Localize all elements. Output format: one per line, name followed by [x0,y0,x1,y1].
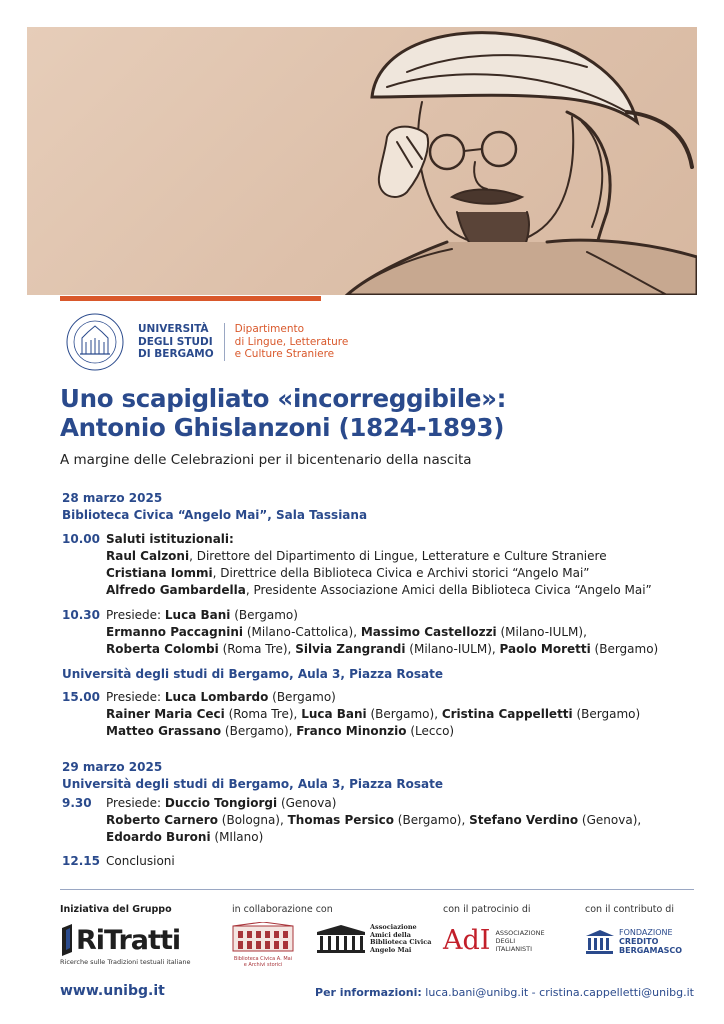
library-building-icon [232,922,294,952]
speaker-role: , Direttore del Dipartimento di Lingue, Letterature e Culture Straniere [189,549,607,563]
university-seal-icon [60,312,130,372]
adi-text [495,929,544,953]
biblioteca-logo [232,922,294,968]
university-name [138,323,225,361]
speaker-name: Silvia Zangrandi [295,642,406,656]
speaker-affiliation: (Lecco) [406,724,455,738]
portrait-sketch [27,27,697,295]
book-icon [60,922,76,956]
speaker-affiliation: (Roma Tre), [218,642,296,656]
ritratti-wordmark: RiTratti [76,925,181,956]
speaker-affiliation: (Bologna), [217,813,288,827]
patronage-label: con il patrocinio di [443,904,531,915]
speaker-name: Franco Minonzio [296,724,407,738]
chair-name: Luca Bani [164,608,231,622]
amici-logo [315,924,431,954]
ritratti-logo [60,922,190,966]
department-name-line: Dipartimento [234,323,305,336]
speaker-name: Stefano Verdino [469,813,579,827]
university-logo [60,312,348,372]
session-time: 10.00 [62,532,100,546]
speaker-affiliation: (Bergamo) [572,707,641,721]
contribution-label: con il contributo di [585,904,674,915]
event-title-line: Uno scapigliato «incorreggibile»: [60,384,507,413]
ritratti-subtitle: Ricerche sulle Tradizioni testuali italiane [60,958,191,966]
speaker-affiliation: (Milano-IULM), [496,625,587,639]
chair-label: Presiede: [106,690,165,704]
speaker-affiliation: (Roma Tre), [224,707,302,721]
speaker-name: Raul Calzoni [106,549,190,563]
speaker-affiliation: (Bergamo), [393,813,470,827]
amici-line: Associazione [370,923,417,931]
session-time: 9.30 [62,796,92,810]
speaker-role: , Presidente Associazione Amici della Biblioteca Civica “Angelo Mai” [245,583,652,597]
footer-divider [60,889,694,890]
adi-line: ASSOCIAZIONE [495,929,545,937]
day2-venue: Università degli studi di Bergamo, Aula 3, Piazza Rosate [62,777,443,791]
website-link[interactable]: www.unibg.it [60,983,165,999]
session-time: 12.15 [62,854,100,868]
speaker-name: Alfredo Gambardella [106,583,246,597]
adi-wordmark: AdI [443,925,491,956]
accent-bar [60,296,321,301]
speaker-name: Ermanno Paccagnini [106,625,244,639]
fondazione-line: CREDITO [619,937,659,946]
fondazione-line: FONDAZIONE [619,928,673,937]
day2-heading [62,759,443,793]
day1-venue: Biblioteca Civica “Angelo Mai”, Sala Tassiana [62,508,368,522]
university-name-line: DI BERGAMO [138,348,214,361]
info-label: Per informazioni: [315,986,422,999]
speaker-name: Thomas Persico [287,813,394,827]
portrait-illustration [27,27,697,295]
department-name [235,323,349,361]
department-name-line: e Culture Straniere [234,348,335,361]
university-name-line: UNIVERSITÀ [138,323,209,336]
speaker-name: Rainer Maria Ceci [106,707,225,721]
speaker-name: Roberto Carnero [106,813,218,827]
session-label: Saluti istituzionali: [106,532,234,546]
chair-affiliation: (Bergamo) [268,690,336,704]
chair-label: Presiede: [106,796,165,810]
speaker-name: Luca Bani [301,707,367,721]
chair-affiliation: (Bergamo) [230,608,298,622]
amici-line: Amici della [370,930,411,939]
chair-name: Luca Lombardo [164,690,269,704]
fondazione-line: BERGAMASCO [619,946,683,955]
speaker-affiliation: (Bergamo), [221,724,297,738]
fondazione-text [619,928,682,955]
amici-line: Angelo Mai [370,945,412,954]
session-time: 15.00 [62,690,100,704]
event-title [60,384,506,442]
chair-name: Duccio Tongiorgi [164,796,278,810]
department-name-line: di Lingue, Letterature [234,335,349,348]
day1-venue2: Università degli studi di Bergamo, Aula 3, Piazza Rosate [62,667,443,681]
speaker-name: Edoardo Buroni [106,830,211,844]
amici-line: Biblioteca Civica [370,938,432,946]
day1-date: 28 marzo 2025 [62,491,163,505]
fondazione-logo [585,928,682,955]
biblioteca-caption: Biblioteca Civica A. Mai e Archivi storici [233,956,293,968]
chair-label: Presiede: [106,608,165,622]
speaker-name: Roberta Colombi [106,642,219,656]
day1-heading [62,490,367,524]
collaboration-label: in collaborazione con [232,904,333,915]
temple-icon [585,929,615,955]
amici-text [370,924,431,954]
session-label: Conclusioni [106,854,175,868]
event-subtitle: A margine delle Celebrazioni per il bicentenario della nascita [60,452,472,468]
colonnade-icon [315,924,367,954]
speaker-affiliation: (Bergamo), [366,707,442,721]
university-name-line: DEGLI STUDI [138,335,213,348]
chair-affiliation: (Genova) [277,796,337,810]
day2-date: 29 marzo 2025 [62,760,163,774]
speaker-affiliation: (Genova), [578,813,642,827]
adi-logo [443,926,545,956]
speaker-role: , Direttrice della Biblioteca Civica e Archivi storici “Angelo Mai” [212,566,590,580]
contact-info [315,986,694,999]
speaker-affiliation: (Milano-IULM), [405,642,500,656]
contact-emails[interactable]: luca.bani@unibg.it - cristina.cappelletti@unibg.it [421,986,694,999]
adi-line: DEGLI [495,937,516,945]
speaker-affiliation: (Milano-Cattolica), [243,625,361,639]
speaker-name: Massimo Castellozzi [360,625,497,639]
speaker-name: Matteo Grassano [106,724,222,738]
event-title-line: Antonio Ghislanzoni (1824-1893) [60,413,505,442]
session-time: 10.30 [62,608,100,622]
speaker-name: Cristiana Iommi [106,566,213,580]
speaker-affiliation: (Bergamo) [590,642,659,656]
adi-line: ITALIANISTI [495,945,533,953]
speaker-name: Cristina Cappelletti [441,707,573,721]
speaker-affiliation: (MIlano) [210,830,264,844]
speaker-name: Paolo Moretti [499,642,591,656]
initiative-label: Iniziativa del Gruppo [60,904,172,915]
